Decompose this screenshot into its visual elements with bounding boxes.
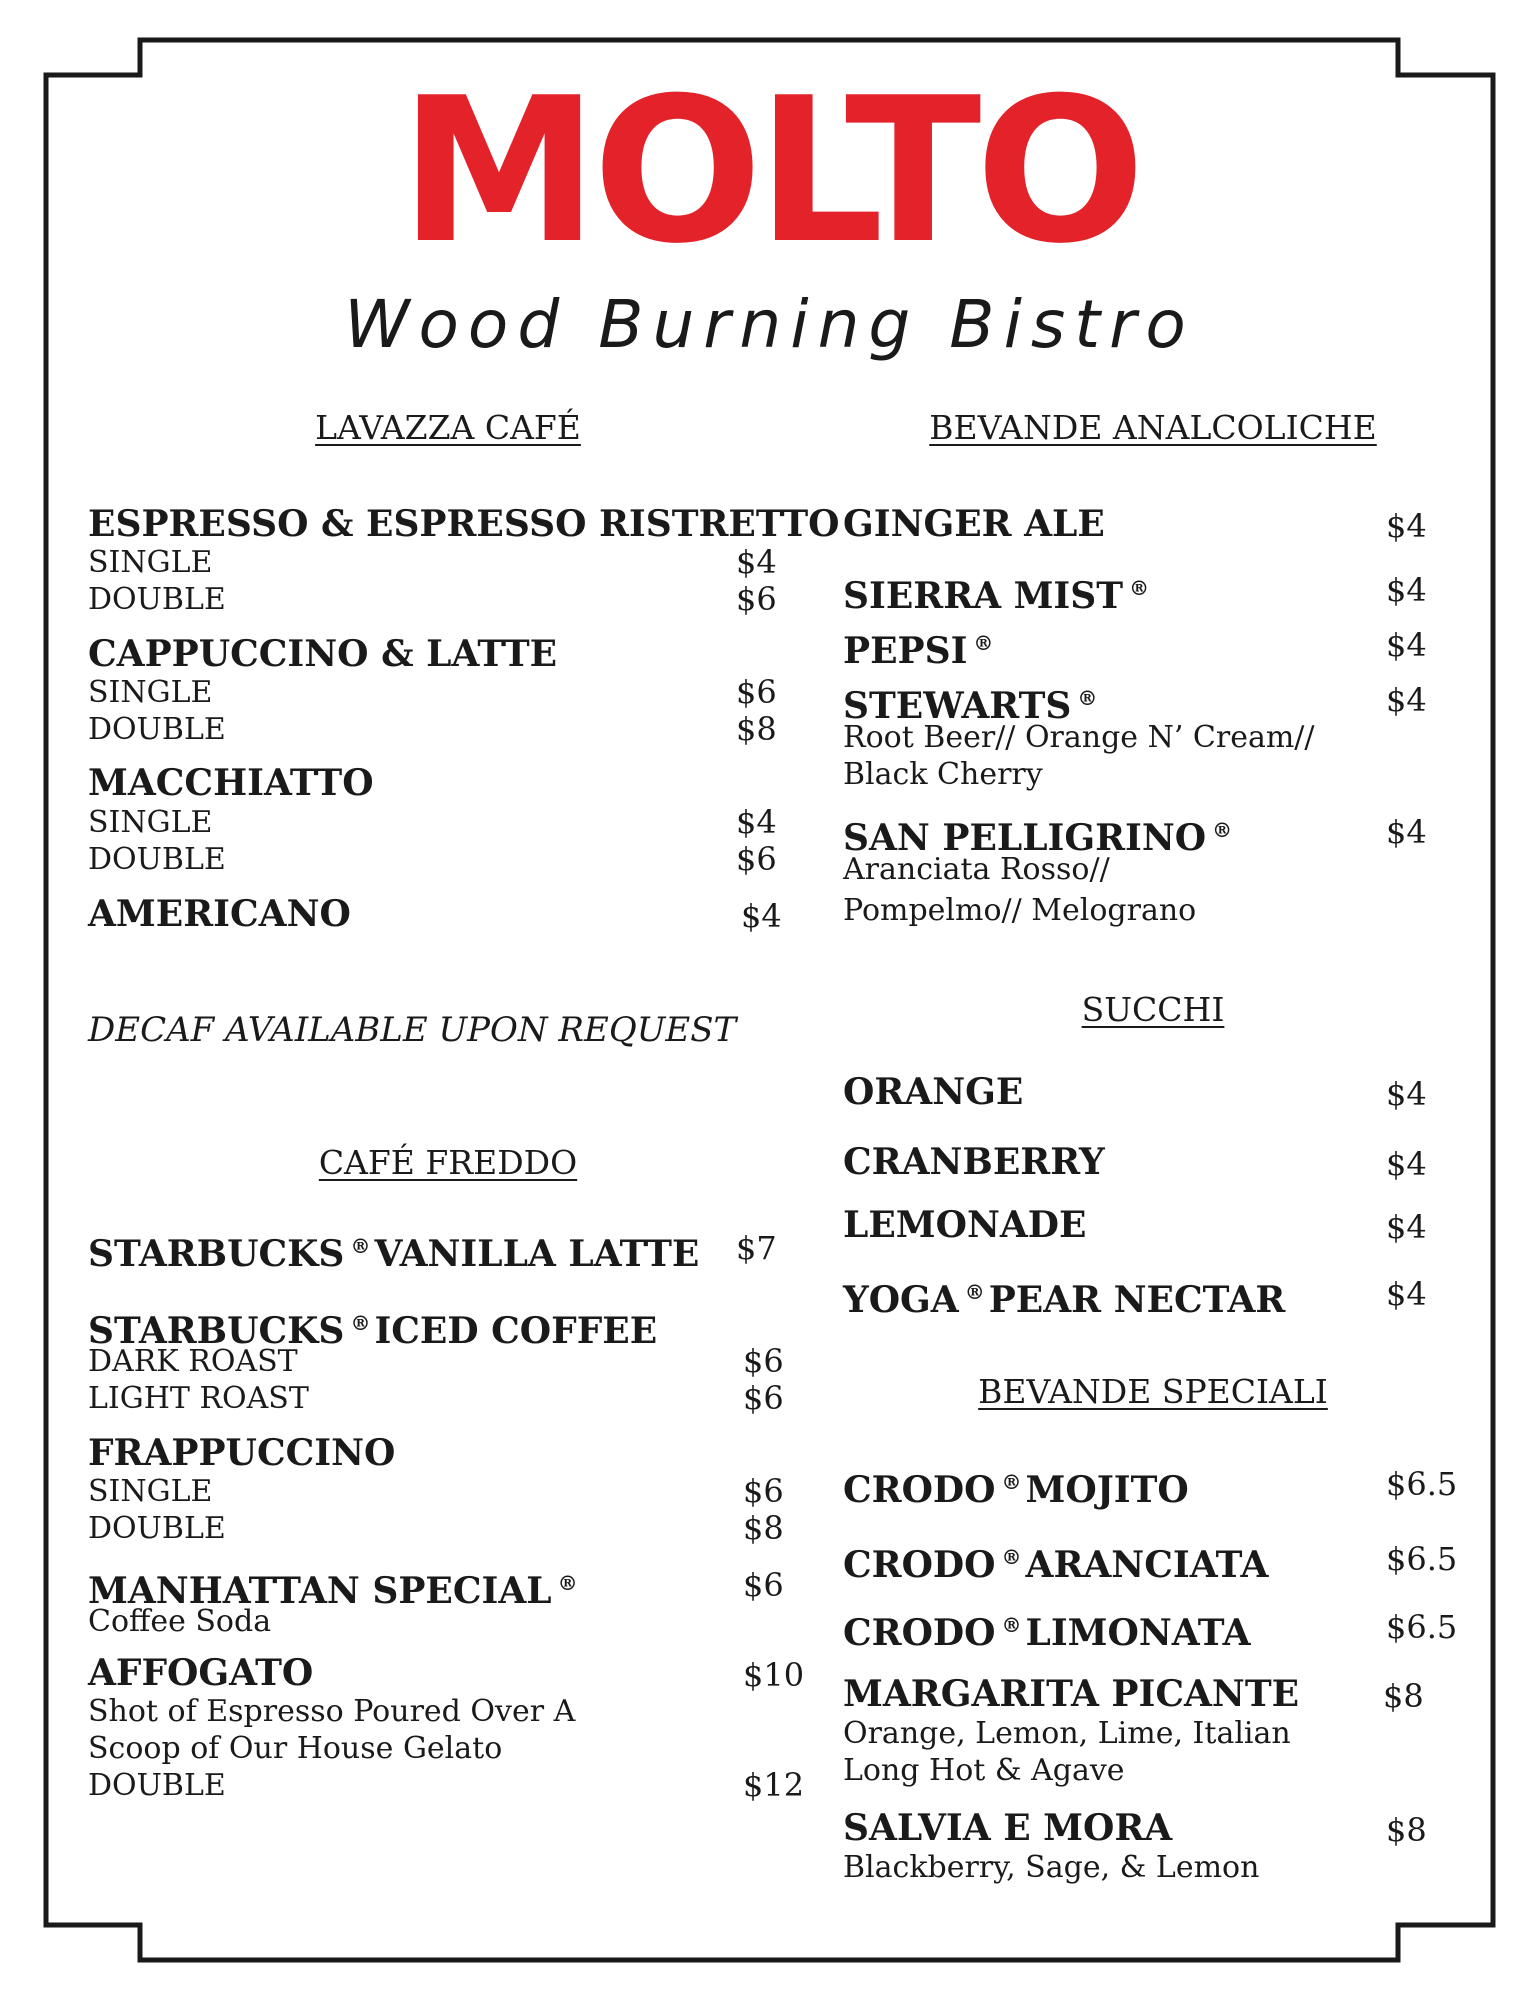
item-desc-stewarts-line1: Root Beer// Orange N’ Cream// [843, 720, 1315, 755]
item-name-margarita-picante: MARGARITA PICANTE [843, 1673, 1300, 1715]
item-name-crodo-mojito: CRODO ® MOJITO [843, 1469, 1189, 1511]
price-cappuccino-double: $8 [736, 710, 777, 748]
item-desc-margarita-line2: Long Hot & Agave [843, 1753, 1125, 1788]
item-name-frappuccino: FRAPPUCCINO [88, 1432, 396, 1474]
brand-logo: MOLTO [399, 55, 1140, 288]
price-margarita-picante: $8 [1383, 1677, 1424, 1715]
section-heading-freddo: CAFÉ FREDDO [318, 1143, 578, 1182]
section-heading-lavazza: LAVAZZA CAFÉ [315, 408, 581, 447]
section-heading-analcoliche: BEVANDE ANALCOLICHE [929, 408, 1377, 447]
item-name-iced-coffee: STARBUCKS ® ICED COFFEE [88, 1310, 658, 1352]
price-manhattan-special: $6 [743, 1566, 784, 1604]
price-orange: $4 [1386, 1075, 1427, 1113]
section-heading-succhi: SUCCHI [1081, 990, 1225, 1029]
price-crodo-aranciata: $6.5 [1386, 1540, 1458, 1578]
price-ginger-ale: $4 [1386, 507, 1427, 545]
item-name-manhattan-special: MANHATTAN SPECIAL ® [88, 1570, 578, 1612]
item-name-cappuccino: CAPPUCCINO & LATTE [88, 633, 558, 675]
item-name-pepsi: PEPSI ® [843, 630, 994, 672]
price-affogato: $10 [743, 1656, 805, 1694]
item-desc-san-pelligrino-line1: Aranciata Rosso// [843, 852, 1110, 887]
price-lemonade: $4 [1386, 1208, 1427, 1246]
price-espresso-single: $4 [736, 543, 777, 581]
price-frappuccino-single: $6 [743, 1472, 784, 1510]
item-option-macchiatto-double: DOUBLE [88, 842, 226, 877]
price-vanilla-latte: $7 [736, 1229, 777, 1267]
registered-mark: ® [1129, 576, 1150, 600]
item-name-macchiatto: MACCHIATTO [88, 762, 374, 804]
registered-mark: ® [1001, 1470, 1022, 1494]
item-name-orange: ORANGE [843, 1071, 1024, 1113]
price-americano: $4 [741, 897, 782, 935]
item-option-espresso-double: DOUBLE [88, 582, 226, 617]
price-crodo-limonata: $6.5 [1386, 1608, 1458, 1646]
item-name-stewarts: STEWARTS ® [843, 685, 1098, 727]
item-desc-affogato-line1: Shot of Espresso Poured Over A [88, 1694, 576, 1729]
price-cranberry: $4 [1386, 1145, 1427, 1183]
item-name-san-pelligrino: SAN PELLIGRINO ® [843, 817, 1233, 859]
price-pear-nectar: $4 [1386, 1275, 1427, 1313]
item-option-light-roast: LIGHT ROAST [88, 1381, 309, 1416]
item-desc-san-pelligrino-line2: Pompelmo// Melograno [843, 893, 1197, 928]
item-name-cranberry: CRANBERRY [843, 1141, 1105, 1183]
price-light-roast: $6 [743, 1379, 784, 1417]
registered-mark: ® [350, 1234, 371, 1258]
item-desc-stewarts-line2: Black Cherry [843, 757, 1043, 792]
price-sierra-mist: $4 [1386, 571, 1427, 609]
item-desc-salvia-e-mora: Blackberry, Sage, & Lemon [843, 1850, 1260, 1885]
price-macchiatto-double: $6 [736, 840, 777, 878]
item-name-americano: AMERICANO [88, 893, 351, 935]
price-stewarts: $4 [1386, 681, 1427, 719]
price-affogato-double: $12 [743, 1766, 805, 1804]
registered-mark: ® [973, 631, 994, 655]
item-desc-affogato-line2: Scoop of Our House Gelato [88, 1731, 503, 1766]
registered-mark: ® [1212, 818, 1233, 842]
item-option-cappuccino-double: DOUBLE [88, 712, 226, 747]
section-heading-speciali: BEVANDE SPECIALI [978, 1372, 1328, 1411]
registered-mark: ® [1077, 686, 1098, 710]
item-desc-margarita-line1: Orange, Lemon, Lime, Italian [843, 1716, 1291, 1751]
price-macchiatto-single: $4 [736, 803, 777, 841]
item-name-vanilla-latte: STARBUCKS ® VANILLA LATTE [88, 1233, 700, 1275]
registered-mark: ® [1001, 1545, 1022, 1569]
item-name-crodo-limonata: CRODO ® LIMONATA [843, 1612, 1251, 1654]
price-crodo-mojito: $6.5 [1386, 1465, 1458, 1503]
price-salvia-e-mora: $8 [1386, 1811, 1427, 1849]
registered-mark: ® [1001, 1613, 1022, 1637]
brand-tagline: Wood Burning Bistro [344, 286, 1195, 363]
item-name-affogato: AFFOGATO [88, 1652, 314, 1694]
price-espresso-double: $6 [736, 580, 777, 618]
price-san-pelligrino: $4 [1386, 813, 1427, 851]
decaf-note: DECAF AVAILABLE UPON REQUEST [88, 1010, 737, 1050]
item-option-espresso-single: SINGLE [88, 545, 213, 580]
item-name-espresso: ESPRESSO & ESPRESSO RISTRETTO [88, 503, 840, 545]
left-column [88, 0, 840, 2000]
item-name-crodo-aranciata: CRODO ® ARANCIATA [843, 1544, 1269, 1586]
right-column [843, 0, 1463, 2000]
price-frappuccino-double: $8 [743, 1509, 784, 1547]
item-option-cappuccino-single: SINGLE [88, 675, 213, 710]
registered-mark: ® [350, 1311, 371, 1335]
registered-mark: ® [964, 1280, 985, 1304]
item-name-salvia-e-mora: SALVIA E MORA [843, 1807, 1173, 1849]
item-name-lemonade: LEMONADE [843, 1204, 1087, 1246]
item-name-sierra-mist: SIERRA MIST ® [843, 575, 1150, 617]
price-dark-roast: $6 [743, 1342, 784, 1380]
item-option-dark-roast: DARK ROAST [88, 1344, 298, 1379]
item-desc-manhattan-special: Coffee Soda [88, 1604, 272, 1639]
price-pepsi: $4 [1386, 626, 1427, 664]
item-option-frappuccino-single: SINGLE [88, 1474, 213, 1509]
item-option-macchiatto-single: SINGLE [88, 805, 213, 840]
item-option-frappuccino-double: DOUBLE [88, 1511, 226, 1546]
price-cappuccino-single: $6 [736, 673, 777, 711]
item-name-ginger-ale: GINGER ALE [843, 503, 1105, 545]
item-name-pear-nectar: YOGA ® PEAR NECTAR [843, 1279, 1286, 1321]
registered-mark: ® [557, 1571, 578, 1595]
item-option-affogato-double: DOUBLE [88, 1768, 226, 1803]
